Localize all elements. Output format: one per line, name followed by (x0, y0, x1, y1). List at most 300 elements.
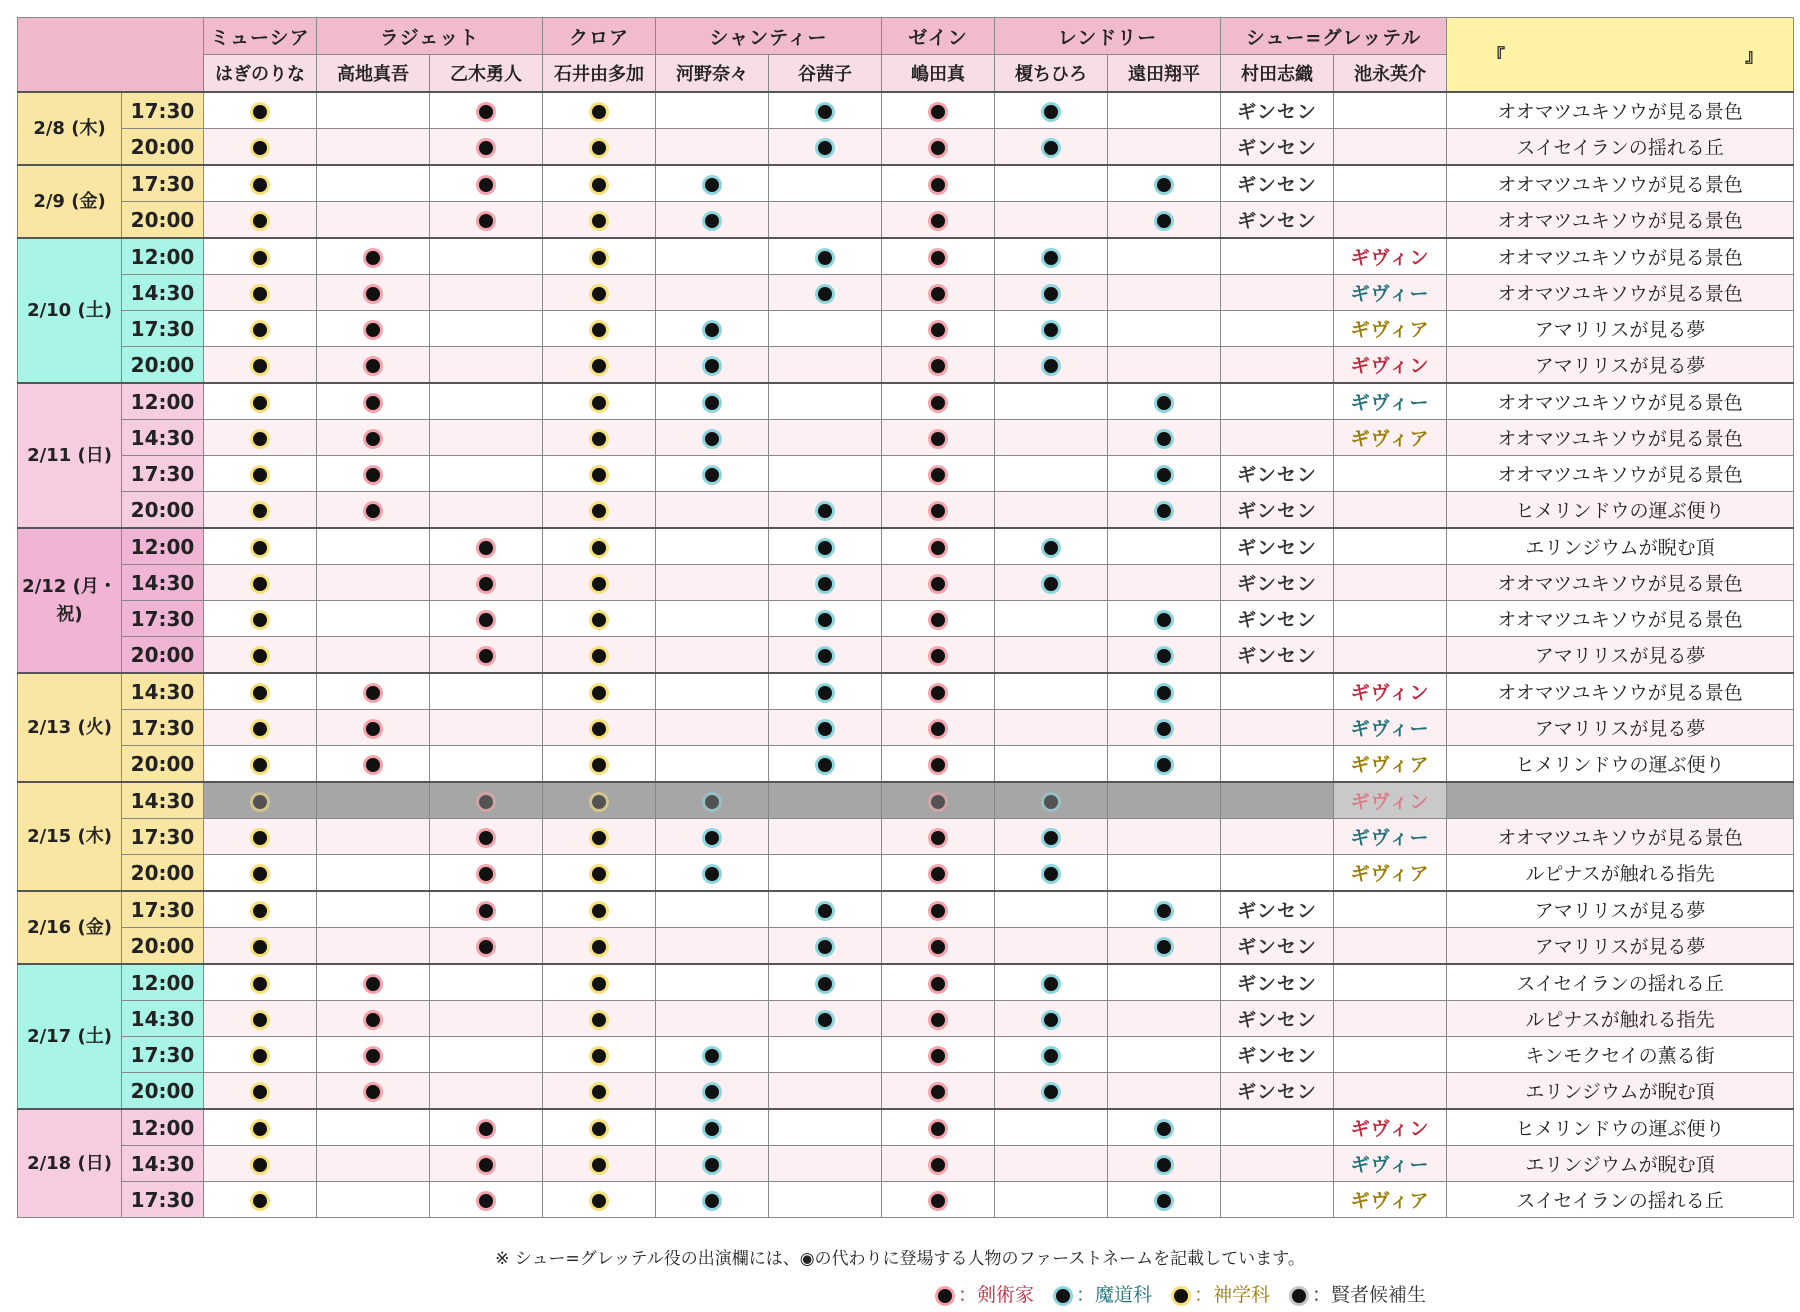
cast-cell (882, 1037, 995, 1073)
cast-cell (430, 1182, 543, 1218)
appearance-mark-icon (1157, 758, 1171, 772)
cast-cell (430, 928, 543, 965)
cast-cell (430, 782, 543, 819)
cast-cell (882, 891, 995, 928)
cast-cell (656, 383, 769, 420)
cast-cell (769, 673, 882, 710)
character-first-name: ギンセン (1237, 900, 1317, 922)
cast-cell (656, 891, 769, 928)
cast-cell (769, 492, 882, 529)
appearance-mark-icon (366, 977, 380, 991)
cast-cell (1108, 1182, 1221, 1218)
shu-gretel-cell (1221, 928, 1334, 965)
cast-schedule-table (17, 17, 1794, 1218)
cast-cell (882, 1146, 995, 1182)
story-title-cell: ヒメリンドウの運ぶ便り (1447, 492, 1794, 529)
appearance-mark-icon (931, 178, 945, 192)
shu-gretel-cell (1334, 456, 1447, 492)
time-cell: 17:30 (122, 819, 204, 855)
appearance-mark-icon (479, 1158, 493, 1172)
time-cell: 17:30 (122, 1037, 204, 1073)
character-first-name: ギンセン (1237, 1081, 1317, 1103)
legend-label: ：魔道科 (1076, 1284, 1153, 1306)
appearance-mark-icon (366, 468, 380, 482)
cast-cell (1108, 710, 1221, 746)
cast-cell (995, 347, 1108, 384)
cast-cell (769, 528, 882, 565)
appearance-mark-icon (253, 867, 267, 881)
cast-cell (882, 964, 995, 1001)
date-cell: 2/15 (木) (18, 782, 122, 891)
cast-cell (882, 1001, 995, 1037)
time-cell: 12:00 (122, 383, 204, 420)
cast-cell (204, 202, 317, 239)
appearance-mark-icon (592, 251, 606, 265)
appearance-mark-icon (818, 613, 832, 627)
cast-cell (882, 746, 995, 783)
cast-cell (430, 1109, 543, 1146)
cast-cell (882, 129, 995, 166)
cast-cell (204, 565, 317, 601)
cast-cell (656, 782, 769, 819)
cast-cell (317, 673, 430, 710)
appearance-mark-icon (1157, 1122, 1171, 1136)
story-title-cell: オオマツユキソウが見る景色 (1447, 165, 1794, 202)
cast-cell (656, 746, 769, 783)
appearance-mark-icon (705, 1085, 719, 1099)
cast-cell (1108, 928, 1221, 965)
appearance-mark-icon (592, 1194, 606, 1208)
cast-cell (769, 819, 882, 855)
cast-cell (317, 928, 430, 965)
time-cell: 17:30 (122, 601, 204, 637)
cast-cell (882, 383, 995, 420)
cast-cell (317, 420, 430, 456)
appearance-mark-icon (931, 541, 945, 555)
cast-cell (882, 601, 995, 637)
appearance-mark-icon (931, 722, 945, 736)
cast-cell (543, 347, 656, 384)
cast-cell (769, 165, 882, 202)
cast-cell (543, 1073, 656, 1110)
cast-cell (995, 819, 1108, 855)
appearance-mark-icon (592, 831, 606, 845)
legend-item (1174, 1280, 1270, 1307)
shu-gretel-cell (1221, 92, 1334, 129)
actor-header: はぎのりな (204, 55, 317, 93)
cast-cell (769, 1109, 882, 1146)
appearance-mark-icon (366, 1085, 380, 1099)
character-first-name: ギヴィー (1350, 1154, 1430, 1176)
cast-cell (769, 1146, 882, 1182)
shu-gretel-cell (1221, 637, 1334, 674)
appearance-mark-icon (366, 504, 380, 518)
appearance-mark-icon (253, 178, 267, 192)
story-title-cell: オオマツユキソウが見る景色 (1447, 565, 1794, 601)
cast-cell (204, 855, 317, 892)
cast-cell (769, 129, 882, 166)
cast-cell (543, 710, 656, 746)
cast-cell (769, 456, 882, 492)
actor-header: 谷茜子 (769, 55, 882, 93)
performance-row (18, 492, 1794, 529)
shu-gretel-cell (1334, 1037, 1447, 1073)
cast-cell (769, 637, 882, 674)
cast-cell (1108, 819, 1221, 855)
shu-gretel-cell (1334, 492, 1447, 529)
story-title-cell: オオマツユキソウが見る景色 (1447, 92, 1794, 129)
appearance-mark-icon (253, 831, 267, 845)
appearance-mark-icon (705, 432, 719, 446)
cast-cell (204, 1182, 317, 1218)
performance-row-cancelled (18, 782, 1794, 819)
appearance-mark-icon (592, 686, 606, 700)
performance-row (18, 601, 1794, 637)
cast-cell (317, 492, 430, 529)
header-corner (18, 18, 204, 93)
appearance-mark-icon (1044, 251, 1058, 265)
character-first-name: ギンセン (1237, 174, 1317, 196)
cast-cell (656, 92, 769, 129)
performance-row (18, 347, 1794, 384)
appearance-mark-icon (366, 1013, 380, 1027)
appearance-mark-icon (931, 577, 945, 591)
actor-header: 嶋田真 (882, 55, 995, 93)
time-cell: 17:30 (122, 891, 204, 928)
cast-cell (543, 1182, 656, 1218)
time-cell: 20:00 (122, 1073, 204, 1110)
character-first-name: ギンセン (1237, 936, 1317, 958)
time-cell: 14:30 (122, 565, 204, 601)
cast-cell (769, 710, 882, 746)
cast-cell (543, 129, 656, 166)
appearance-mark-icon (931, 1049, 945, 1063)
appearance-mark-icon (592, 105, 606, 119)
character-first-name: ギンセン (1237, 645, 1317, 667)
appearance-mark-icon (592, 1085, 606, 1099)
actor-header: 石井由多加 (543, 55, 656, 93)
appearance-mark-icon (592, 468, 606, 482)
shu-gretel-cell (1334, 1001, 1447, 1037)
shu-gretel-cell (1334, 92, 1447, 129)
appearance-mark-icon (366, 251, 380, 265)
appearance-mark-icon (1044, 287, 1058, 301)
appearance-mark-icon (705, 323, 719, 337)
cast-cell (317, 456, 430, 492)
cast-cell (769, 92, 882, 129)
appearance-mark-icon (1157, 1158, 1171, 1172)
character-first-name: ギヴィン (1350, 1118, 1430, 1140)
appearance-mark-icon (1044, 541, 1058, 555)
actor-header: 遠田翔平 (1108, 55, 1221, 93)
story-title-cell: オオマツユキソウが見る景色 (1447, 819, 1794, 855)
appearance-mark-icon (1044, 323, 1058, 337)
cast-cell (995, 92, 1108, 129)
date-cell: 2/18 (日) (18, 1109, 122, 1218)
character-first-name: ギヴィー (1350, 392, 1430, 414)
character-first-name: ギンセン (1237, 101, 1317, 123)
date-cell: 2/13 (火) (18, 673, 122, 782)
cast-cell (995, 383, 1108, 420)
performance-row (18, 165, 1794, 202)
appearance-mark-icon (253, 251, 267, 265)
story-title-cell: オオマツユキソウが見る景色 (1447, 202, 1794, 239)
character-first-name: ギヴィア (1350, 319, 1430, 341)
appearance-mark-icon (931, 468, 945, 482)
appearance-mark-icon (1157, 468, 1171, 482)
shu-gretel-cell (1334, 710, 1447, 746)
cast-cell (656, 673, 769, 710)
role-header: レンドリー (995, 18, 1221, 55)
cast-cell (543, 1037, 656, 1073)
appearance-mark-icon (479, 141, 493, 155)
cast-cell (543, 637, 656, 674)
appearance-mark-icon (253, 396, 267, 410)
cast-cell (204, 746, 317, 783)
cast-cell (656, 165, 769, 202)
cast-cell (656, 202, 769, 239)
cast-cell (1108, 456, 1221, 492)
cast-cell (543, 420, 656, 456)
appearance-mark-icon (705, 214, 719, 228)
appearance-mark-icon (818, 904, 832, 918)
cast-cell (656, 819, 769, 855)
cast-cell (769, 1001, 882, 1037)
role-header: シャンティー (656, 18, 882, 55)
cast-cell (995, 1182, 1108, 1218)
cast-cell (995, 528, 1108, 565)
cast-cell (430, 347, 543, 384)
performance-row (18, 928, 1794, 965)
appearance-mark-icon (931, 1158, 945, 1172)
time-cell: 12:00 (122, 238, 204, 275)
cast-cell (430, 202, 543, 239)
appearance-mark-icon (479, 214, 493, 228)
cast-cell (995, 673, 1108, 710)
shu-gretel-cell (1334, 782, 1447, 819)
legend-item (1292, 1280, 1426, 1307)
shu-gretel-cell (1221, 311, 1334, 347)
cast-cell (204, 1146, 317, 1182)
cast-cell (995, 928, 1108, 965)
cast-cell (656, 601, 769, 637)
cast-cell (543, 528, 656, 565)
cast-cell (543, 782, 656, 819)
performance-row (18, 1001, 1794, 1037)
cast-cell (1108, 601, 1221, 637)
appearance-mark-icon (592, 904, 606, 918)
appearance-mark-icon (592, 396, 606, 410)
story-title-cell: スイセイランの揺れる丘 (1447, 964, 1794, 1001)
cast-cell (317, 891, 430, 928)
appearance-mark-icon (366, 359, 380, 373)
cast-cell (1108, 673, 1221, 710)
appearance-mark-icon (366, 323, 380, 337)
shu-gretel-cell (1221, 129, 1334, 166)
cast-cell (995, 1001, 1108, 1037)
appearance-mark-icon (592, 867, 606, 881)
character-first-name: ギヴィア (1350, 863, 1430, 885)
shu-gretel-cell (1334, 1146, 1447, 1182)
cast-cell (204, 1109, 317, 1146)
cast-cell (317, 1109, 430, 1146)
cast-cell (317, 855, 430, 892)
story-title-cell: キンモクセイの薫る街 (1447, 1037, 1794, 1073)
appearance-mark-icon (479, 904, 493, 918)
cast-cell (995, 1073, 1108, 1110)
appearance-mark-icon (253, 577, 267, 591)
cast-cell (430, 710, 543, 746)
cast-cell (656, 528, 769, 565)
actor-header: 池永英介 (1334, 55, 1447, 93)
cast-cell (430, 129, 543, 166)
actor-header: 榎ちひろ (995, 55, 1108, 93)
appearance-mark-icon (931, 396, 945, 410)
cast-cell (769, 420, 882, 456)
story-title-cell: アマリリスが見る夢 (1447, 928, 1794, 965)
appearance-mark-icon (1157, 504, 1171, 518)
appearance-mark-icon (253, 468, 267, 482)
shu-gretel-cell (1334, 420, 1447, 456)
cast-cell (317, 601, 430, 637)
shu-gretel-cell (1221, 1146, 1334, 1182)
character-first-name: ギヴィン (1350, 682, 1430, 704)
legend-mark-icon (1292, 1289, 1306, 1303)
cast-cell (995, 492, 1108, 529)
cast-cell (430, 456, 543, 492)
cast-cell (882, 928, 995, 965)
date-cell: 2/12 (月・祝) (18, 528, 122, 673)
appearance-mark-icon (479, 178, 493, 192)
cast-cell (204, 891, 317, 928)
character-first-name: ギンセン (1237, 210, 1317, 232)
character-first-name: ギヴィア (1350, 1190, 1430, 1212)
cast-cell (543, 673, 656, 710)
appearance-mark-icon (253, 649, 267, 663)
appearance-mark-icon (366, 758, 380, 772)
shu-gretel-cell (1221, 275, 1334, 311)
performance-row (18, 528, 1794, 565)
character-first-name: ギンセン (1237, 573, 1317, 595)
cast-cell (430, 92, 543, 129)
cast-cell (1108, 165, 1221, 202)
cast-cell (656, 855, 769, 892)
character-first-name: ギンセン (1237, 464, 1317, 486)
cast-cell (430, 673, 543, 710)
appearance-mark-icon (253, 105, 267, 119)
time-cell: 20:00 (122, 129, 204, 166)
time-cell: 12:00 (122, 964, 204, 1001)
appearance-mark-icon (1044, 795, 1058, 809)
legend-mark-icon (938, 1289, 952, 1303)
cast-cell (656, 420, 769, 456)
cast-cell (656, 238, 769, 275)
role-header: ミューシア (204, 18, 317, 55)
cast-cell (882, 347, 995, 384)
cast-cell (204, 964, 317, 1001)
date-cell: 2/11 (日) (18, 383, 122, 528)
appearance-mark-icon (1044, 105, 1058, 119)
time-cell: 14:30 (122, 275, 204, 311)
cast-cell (656, 129, 769, 166)
cast-cell (1108, 275, 1221, 311)
time-cell: 17:30 (122, 92, 204, 129)
cast-cell (430, 964, 543, 1001)
character-first-name: ギヴィン (1350, 791, 1430, 813)
cast-cell (543, 92, 656, 129)
role-header: クロア (543, 18, 656, 55)
time-cell: 17:30 (122, 456, 204, 492)
cast-cell (204, 928, 317, 965)
shu-gretel-cell (1221, 601, 1334, 637)
story-title-cell (1447, 782, 1794, 819)
date-cell: 2/17 (土) (18, 964, 122, 1109)
cast-cell (317, 819, 430, 855)
shu-gretel-cell (1334, 347, 1447, 384)
appearance-mark-icon (818, 577, 832, 591)
cast-cell (204, 528, 317, 565)
cast-cell (1108, 637, 1221, 674)
cast-cell (769, 311, 882, 347)
performance-row (18, 746, 1794, 783)
cast-cell (430, 528, 543, 565)
appearance-mark-icon (705, 831, 719, 845)
cast-cell (882, 92, 995, 129)
appearance-mark-icon (253, 1194, 267, 1208)
shu-gretel-cell (1221, 238, 1334, 275)
cast-cell (1108, 202, 1221, 239)
cast-cell (204, 1001, 317, 1037)
appearance-mark-icon (818, 722, 832, 736)
appearance-mark-icon (818, 649, 832, 663)
appearance-mark-icon (931, 141, 945, 155)
actor-header: 乙木勇人 (430, 55, 543, 93)
shu-gretel-cell (1334, 129, 1447, 166)
time-cell: 14:30 (122, 782, 204, 819)
shu-gretel-cell (1221, 202, 1334, 239)
story-title-cell: スイセイランの揺れる丘 (1447, 129, 1794, 166)
appearance-mark-icon (818, 287, 832, 301)
appearance-mark-icon (592, 613, 606, 627)
time-cell: 17:30 (122, 311, 204, 347)
time-cell: 20:00 (122, 637, 204, 674)
cast-cell (204, 637, 317, 674)
appearance-mark-icon (818, 1013, 832, 1027)
character-first-name: ギンセン (1237, 500, 1317, 522)
appearance-mark-icon (1157, 722, 1171, 736)
character-first-name: ギヴィン (1350, 247, 1430, 269)
story-title-cell: ルピナスが触れる指先 (1447, 1001, 1794, 1037)
role-legend (938, 1280, 1448, 1307)
appearance-mark-icon (1044, 1049, 1058, 1063)
appearance-mark-icon (1157, 686, 1171, 700)
cast-cell (317, 347, 430, 384)
shu-gretel-cell (1221, 855, 1334, 892)
appearance-mark-icon (253, 541, 267, 555)
cast-cell (1108, 347, 1221, 384)
appearance-mark-icon (366, 396, 380, 410)
cast-cell (656, 347, 769, 384)
appearance-mark-icon (705, 359, 719, 373)
cast-cell (430, 819, 543, 855)
cast-cell (317, 165, 430, 202)
performance-row (18, 964, 1794, 1001)
appearance-mark-icon (1044, 577, 1058, 591)
cast-cell (995, 565, 1108, 601)
shu-gretel-cell (1221, 1037, 1334, 1073)
cast-cell (204, 383, 317, 420)
appearance-mark-icon (253, 1158, 267, 1172)
